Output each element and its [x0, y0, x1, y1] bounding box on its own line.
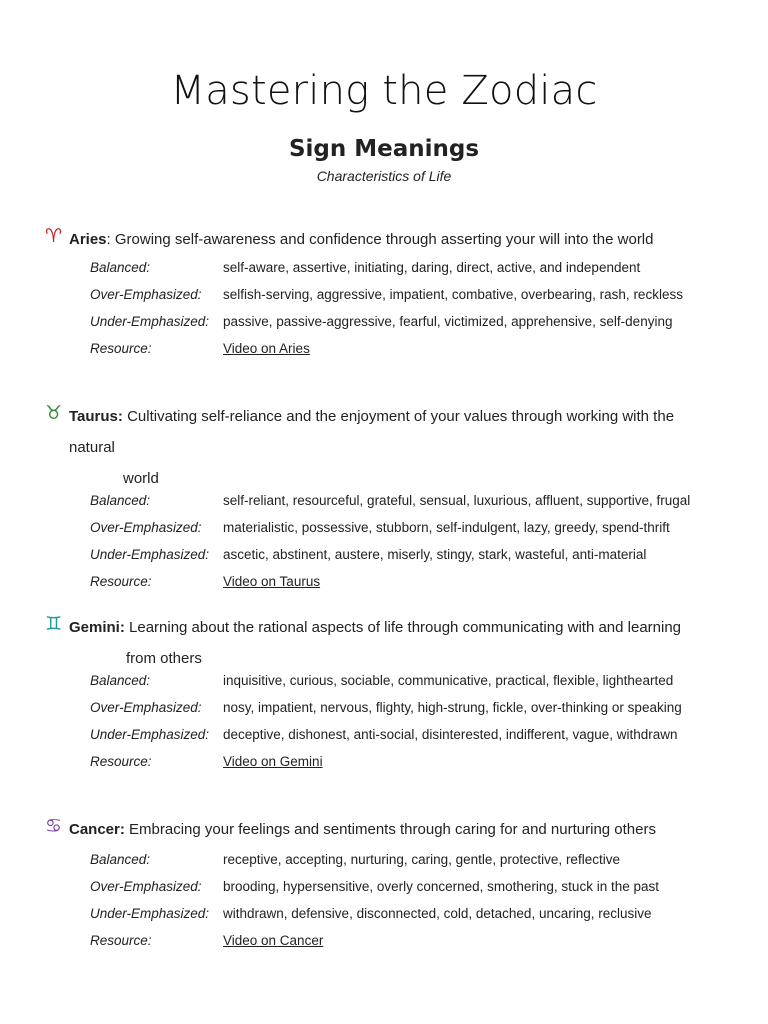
sign-description-continued: world — [123, 470, 159, 487]
page-tagline: Characteristics of Life — [316, 168, 452, 184]
resource-link-aries[interactable]: Video on Aries — [223, 341, 310, 356]
cancer-icon: ♋ — [45, 815, 63, 837]
trait-row-resource — [0, 752, 768, 779]
trait-row-over-emphasized — [0, 518, 768, 545]
trait-row-balanced — [0, 850, 768, 877]
trait-value: self-reliant, resourceful, grateful, sensual, luxurious, affluent, supportive, frugal — [223, 493, 691, 508]
sign-gemini — [0, 612, 768, 779]
trait-value: ascetic, abstinent, austere, miserly, stingy, stark, wasteful, anti-material — [223, 547, 647, 562]
sign-heading — [0, 224, 768, 255]
sign-aries — [0, 224, 768, 366]
trait-label: Over-Emphasized: — [90, 700, 202, 715]
trait-value: brooding, hypersensitive, overly concerned, smothering, stuck in the past — [223, 879, 659, 894]
trait-row-under-emphasized — [0, 545, 768, 572]
sign-description: Learning about the rational aspects of life through communicating with and learning — [124, 619, 682, 636]
trait-label: Resource: — [90, 574, 152, 589]
trait-row-resource — [0, 572, 768, 599]
trait-value: materialistic, possessive, stubborn, self-indulgent, lazy, greedy, spend-thrift — [223, 520, 670, 535]
trait-value: inquisitive, curious, sociable, communicative, practical, flexible, lighthearted — [223, 673, 674, 688]
trait-value: receptive, accepting, nurturing, caring, gentle, protective, reflective — [223, 852, 620, 867]
sign-traits — [0, 258, 768, 366]
trait-value: deceptive, dishonest, anti-social, disinterested, indifferent, vague, withdrawn — [223, 727, 678, 742]
trait-value: withdrawn, defensive, disconnected, cold, detached, uncaring, reclusive — [223, 906, 652, 921]
trait-value: selfish-serving, aggressive, impatient, combative, overbearing, rash, reckless — [223, 287, 683, 302]
gemini-icon: ♊ — [45, 613, 63, 635]
resource-link-taurus[interactable]: Video on Taurus — [223, 574, 321, 589]
sign-traits — [0, 850, 768, 958]
trait-row-over-emphasized — [0, 698, 768, 725]
sign-name: Taurus: — [69, 408, 123, 425]
trait-row-over-emphasized — [0, 285, 768, 312]
page-subtitle: Sign Meanings — [288, 136, 480, 162]
trait-row-under-emphasized — [0, 904, 768, 931]
trait-label: Under-Emphasized: — [90, 547, 210, 562]
sign-taurus — [0, 401, 768, 599]
page-title: Mastering the Zodiac — [170, 68, 598, 114]
sign-cancer — [0, 814, 768, 958]
sign-name: Gemini: — [69, 619, 125, 636]
trait-label: Over-Emphasized: — [90, 520, 202, 535]
sign-heading — [0, 401, 768, 494]
trait-label: Over-Emphasized: — [90, 879, 202, 894]
sign-heading — [0, 814, 768, 845]
trait-label: Resource: — [90, 754, 152, 769]
trait-label: Balanced: — [90, 673, 151, 688]
trait-label: Resource: — [90, 341, 152, 356]
trait-row-balanced — [0, 258, 768, 285]
aries-icon: ♈ — [45, 225, 63, 247]
sign-name-separator: : — [106, 231, 111, 248]
trait-row-balanced — [0, 671, 768, 698]
trait-value: nosy, impatient, nervous, flighty, high-strung, fickle, over-thinking or speaking — [223, 700, 682, 715]
resource-link-gemini[interactable]: Video on Gemini — [223, 754, 323, 769]
sign-description-continued: from others — [126, 650, 202, 667]
trait-label: Balanced: — [90, 493, 151, 508]
sign-name: Aries — [69, 231, 107, 248]
sign-description: Cultivating self-reliance and the enjoyment of your values through working with the natural — [69, 408, 675, 456]
taurus-icon: ♉ — [45, 402, 63, 424]
trait-label: Under-Emphasized: — [90, 314, 210, 329]
sign-description: Embracing your feelings and sentiments through caring for and nurturing others — [124, 821, 656, 838]
trait-row-under-emphasized — [0, 725, 768, 752]
sign-traits — [0, 671, 768, 779]
sign-heading — [0, 612, 768, 674]
sign-description: Growing self-awareness and confidence through asserting your will into the world — [110, 231, 654, 248]
resource-link-cancer[interactable]: Video on Cancer — [223, 933, 324, 948]
trait-row-resource — [0, 931, 768, 958]
trait-label: Balanced: — [90, 260, 151, 275]
trait-label: Under-Emphasized: — [90, 727, 210, 742]
trait-label: Over-Emphasized: — [90, 287, 202, 302]
trait-label: Under-Emphasized: — [90, 906, 210, 921]
trait-row-over-emphasized — [0, 877, 768, 904]
trait-value: self-aware, assertive, initiating, daring, direct, active, and independent — [223, 260, 641, 275]
sign-traits — [0, 491, 768, 599]
trait-label: Balanced: — [90, 852, 151, 867]
trait-value: passive, passive-aggressive, fearful, victimized, apprehensive, self-denying — [223, 314, 673, 329]
trait-row-under-emphasized — [0, 312, 768, 339]
trait-row-resource — [0, 339, 768, 366]
sign-name: Cancer: — [69, 821, 125, 838]
trait-label: Resource: — [90, 933, 152, 948]
trait-row-balanced — [0, 491, 768, 518]
